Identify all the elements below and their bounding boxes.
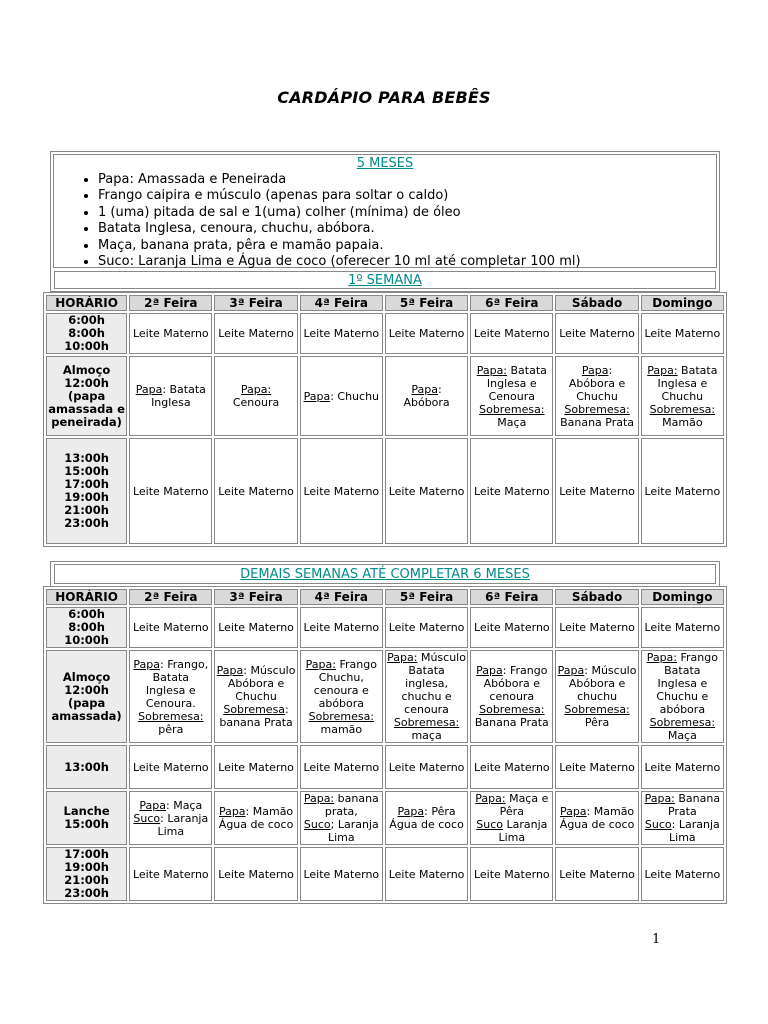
meal-label: Papa:	[644, 792, 675, 805]
meal-text: Leite Materno	[303, 621, 380, 634]
column-header-day: 5ª Feira	[385, 295, 468, 311]
meal-label: Sobremesa:	[138, 709, 204, 723]
meal-cell	[385, 791, 468, 845]
meal-label: Papa:	[646, 651, 677, 664]
time-line: 23:00h	[64, 516, 109, 530]
column-header-day: 2ª Feira	[129, 295, 212, 311]
meal-text: Leite Materno	[132, 327, 209, 340]
meal-cell	[129, 847, 212, 901]
time-line: (papa	[67, 695, 106, 710]
time-line: 10:00h	[64, 633, 109, 647]
meal-label: Papa:	[303, 792, 335, 805]
guideline-item: • Batata Inglesa, cenoura, chuchu, abóbora.	[98, 221, 716, 237]
time-cell	[46, 791, 127, 845]
meal-text: : Músculo Abóbora e Chuchu	[227, 664, 296, 703]
time-line: 17:00h	[64, 477, 109, 491]
meal-text: Maça	[497, 415, 527, 429]
meal-cell	[385, 607, 468, 648]
time-cell	[46, 356, 127, 436]
meal-cell	[214, 650, 297, 743]
meal-text: Banana Prata	[560, 415, 635, 429]
meal-cell	[129, 791, 212, 845]
meal-cell	[385, 847, 468, 901]
meal-cell	[300, 313, 383, 354]
meal-cell	[300, 745, 383, 789]
guideline-item: • Suco: Laranja Lima e Água de coco (oferecer 10 ml até completar 100 ml)	[98, 254, 716, 270]
meal-text: : Frango Abóbora e cenoura	[483, 664, 548, 703]
time-line: 13:00h	[64, 451, 109, 465]
column-header-day: 4ª Feira	[300, 295, 383, 311]
meal-text: Maça	[667, 729, 697, 742]
meal-text: Leite Materno	[473, 484, 550, 498]
meal-label: Papa	[476, 664, 503, 677]
meal-label: Suco	[476, 818, 503, 831]
week-label-bar: 1º SEMANA	[54, 271, 716, 289]
time-line: 8:00h	[68, 326, 105, 340]
table-row	[46, 847, 724, 901]
page-number: 1	[652, 932, 661, 947]
meal-cell	[385, 356, 468, 436]
meal-text: Leite Materno	[644, 484, 721, 498]
section-title-5-meses: 5 MESES	[356, 156, 414, 171]
time-line: peneirada)	[51, 414, 122, 429]
meal-text: Pêra	[584, 716, 610, 729]
meal-text: Leite Materno	[559, 760, 635, 774]
meal-label: Papa	[216, 664, 244, 677]
time-line: Almoço	[62, 669, 111, 684]
meal-text: : Mamão Água de coco	[559, 805, 635, 831]
meal-text: Maça e Pêra	[499, 792, 549, 818]
meal-label: Sobremesa	[223, 703, 286, 716]
meal-text: : Pêra Água de coco	[389, 805, 464, 831]
meal-cell	[641, 607, 724, 648]
column-header-day: 2ª Feira	[129, 589, 212, 605]
meal-cell	[129, 745, 212, 789]
column-header-horario: HORÁRIO	[46, 295, 127, 311]
meal-cell	[470, 356, 553, 436]
meal-text: banana Prata	[219, 716, 293, 729]
time-cell	[46, 438, 127, 544]
meal-text: Leite Materno	[303, 867, 380, 881]
column-header-day: Sábado	[555, 295, 638, 311]
meal-cell	[214, 313, 297, 354]
guidelines-list	[54, 172, 716, 270]
meal-cell	[470, 847, 553, 901]
guideline-item: • Frango caipira e músculo (apenas para soltar o caldo)	[98, 188, 716, 204]
meal-cell	[129, 438, 212, 544]
meal-text: Leite Materno	[218, 621, 294, 634]
meal-label: Papa	[559, 805, 587, 818]
meal-text: : Maça	[166, 798, 203, 812]
meal-label: Papa:	[305, 657, 336, 671]
guideline-item: • Papa: Amassada e Peneirada	[98, 172, 716, 188]
meal-cell	[129, 650, 212, 743]
meal-label: Papa	[139, 798, 166, 812]
table-row	[46, 313, 724, 354]
meal-cell	[555, 745, 638, 789]
meal-label: Papa	[397, 805, 425, 818]
meal-text: banana prata,	[324, 792, 379, 818]
table-row	[46, 438, 724, 544]
meal-cell	[300, 356, 383, 436]
meal-text: : Abóbora e Chuchu	[568, 363, 626, 403]
meal-label: Papa	[557, 664, 585, 677]
meal-cell	[641, 745, 724, 789]
meal-cell	[555, 607, 638, 648]
meal-text: Cenoura	[232, 396, 280, 409]
meal-label: Papa	[581, 363, 609, 377]
meal-text: Leite Materno	[644, 760, 721, 774]
meal-text: Batata Inglesa e Cenoura	[486, 363, 547, 403]
meal-text: Músculo Batata inglesa, chuchu e cenoura	[401, 651, 466, 716]
time-line: 21:00h	[64, 873, 109, 887]
meal-text: ; Laranja Lima	[327, 818, 379, 844]
meal-label: Papa	[135, 383, 163, 396]
meal-text: : Batata Inglesa	[151, 383, 206, 409]
time-line: 12:00h	[64, 682, 109, 697]
time-cell	[46, 847, 127, 901]
meal-text: Banana Prata	[474, 716, 549, 729]
meal-label: Sobremesa:	[479, 402, 545, 416]
meal-cell	[214, 438, 297, 544]
meal-cell	[214, 745, 297, 789]
meal-cell	[470, 313, 553, 354]
time-line: 10:00h	[64, 339, 109, 353]
meal-cell	[470, 438, 553, 544]
meal-label: Sobremesa:	[393, 716, 460, 729]
meal-cell	[129, 607, 212, 648]
meal-text: : Laranja Lima	[669, 818, 720, 844]
time-line: (papa	[67, 388, 106, 403]
meal-cell	[641, 791, 724, 845]
meal-text: Leite Materno	[303, 484, 380, 498]
meal-text: Leite Materno	[473, 621, 550, 634]
time-cell	[46, 607, 127, 648]
meal-cell	[555, 313, 638, 354]
meal-text: Leite Materno	[473, 867, 550, 881]
meal-label: Sobremesa:	[564, 703, 630, 716]
meal-cell	[214, 607, 297, 648]
meal-text: Leite Materno	[132, 484, 209, 498]
meal-label: Papa:	[240, 383, 272, 396]
meal-cell	[385, 745, 468, 789]
meal-cell	[385, 313, 468, 354]
meal-text: Leite Materno	[218, 484, 294, 498]
meal-label: Papa	[303, 389, 331, 403]
time-line: 17:00h	[64, 847, 109, 861]
meal-text: Leite Materno	[559, 327, 635, 340]
time-line: 21:00h	[64, 503, 109, 517]
meal-cell	[641, 313, 724, 354]
time-line: Almoço	[62, 362, 111, 377]
meal-text: Frango Chuchu, cenoura e abóbora	[313, 657, 377, 710]
meal-text: Leite Materno	[559, 621, 635, 634]
meal-text: Leite Materno	[388, 621, 465, 634]
menu-table-later-weeks	[43, 586, 727, 904]
time-cell	[46, 650, 127, 743]
meal-label: Papa:	[387, 651, 418, 664]
time-line: 23:00h	[64, 886, 109, 900]
meal-cell	[300, 650, 383, 743]
table-row	[46, 650, 724, 743]
column-header-day: 6ª Feira	[470, 295, 553, 311]
time-cell	[46, 745, 127, 789]
column-header-day: Domingo	[641, 295, 724, 311]
meal-cell	[641, 438, 724, 544]
info-box-5-meses	[50, 151, 720, 292]
meal-text: Leite Materno	[388, 484, 465, 498]
time-line: 19:00h	[64, 860, 109, 874]
meal-text: Leite Materno	[388, 760, 465, 774]
section-title-demais-semanas: DEMAIS SEMANAS ATÉ COMPLETAR 6 MESES	[54, 564, 716, 584]
meal-text: Banana Prata	[667, 792, 721, 818]
meal-text: Leite Materno	[473, 760, 550, 774]
column-header-day: Sábado	[555, 589, 638, 605]
meal-label: Sobremesa:	[308, 709, 375, 723]
meal-text: Leite Materno	[132, 621, 209, 634]
time-line: 19:00h	[64, 490, 109, 504]
meal-text: : Abóbora	[403, 383, 450, 409]
meal-text: Batata Inglesa e Chuchu	[657, 363, 718, 403]
meal-cell	[214, 847, 297, 901]
meal-label: Papa	[218, 805, 246, 818]
info-box-demais-semanas	[50, 561, 720, 587]
meal-cell	[129, 313, 212, 354]
table-row	[46, 791, 724, 845]
meal-label: Sobremesa:	[479, 703, 545, 716]
meal-cell	[555, 356, 638, 436]
meal-text: :	[285, 703, 289, 716]
page-title: CARDÁPIO PARA BEBÊS	[277, 88, 491, 107]
meal-text: Leite Materno	[218, 760, 294, 774]
column-header-day: 3ª Feira	[214, 295, 297, 311]
meal-text: Leite Materno	[388, 867, 465, 881]
meal-text: Leite Materno	[473, 327, 550, 340]
meal-cell	[300, 438, 383, 544]
table-header-row	[46, 589, 724, 605]
meal-text: pêra	[158, 722, 184, 736]
time-line: 6:00h	[68, 313, 105, 327]
time-line: 8:00h	[68, 620, 105, 634]
meal-text: Laranja Lima	[498, 818, 548, 844]
meal-text: Leite Materno	[132, 760, 209, 774]
meal-cell	[129, 356, 212, 436]
meal-cell	[470, 745, 553, 789]
table-header-row	[46, 295, 724, 311]
time-line: amassada e	[48, 401, 125, 416]
meal-text: maça	[411, 729, 442, 742]
time-line: 12:00h	[64, 375, 109, 390]
meal-text: Leite Materno	[218, 867, 294, 881]
meal-cell	[385, 650, 468, 743]
meal-cell	[641, 847, 724, 901]
meal-label: Papa:	[476, 363, 508, 377]
meal-cell	[470, 791, 553, 845]
meal-label: Sobremesa:	[649, 402, 716, 416]
meal-text: : Músculo Abóbora e chuchu	[568, 664, 637, 703]
meal-cell	[470, 650, 553, 743]
column-header-day: 4ª Feira	[300, 589, 383, 605]
meal-cell	[300, 847, 383, 901]
table-row	[46, 356, 724, 436]
meal-cell	[641, 650, 724, 743]
meal-cell	[641, 356, 724, 436]
time-cell	[46, 313, 127, 354]
column-header-day: Domingo	[641, 589, 724, 605]
meal-label: Suco	[303, 818, 331, 831]
meal-text: Leite Materno	[644, 621, 721, 634]
meal-cell	[300, 607, 383, 648]
meal-label: Papa:	[647, 363, 678, 377]
menu-table-week-1	[43, 292, 727, 547]
column-header-horario: HORÁRIO	[46, 589, 127, 605]
meal-text: : Chuchu	[330, 389, 380, 403]
time-line: 6:00h	[68, 607, 105, 621]
guideline-item: • 1 (uma) pitada de sal e 1(uma) colher (mínima) de óleo	[98, 205, 716, 221]
meal-text: Leite Materno	[388, 327, 465, 340]
meal-text: Leite Materno	[644, 867, 721, 881]
time-line: 15:00h	[64, 464, 109, 478]
meal-label: Suco	[644, 818, 672, 831]
meal-text: Mamão	[662, 415, 703, 429]
meal-cell	[300, 791, 383, 845]
meal-label: Sobremesa:	[649, 716, 716, 729]
table-row	[46, 745, 724, 789]
meal-text: Frango Batata Inglesa e Chuchu e abóbora	[656, 651, 718, 716]
time-line: 13:00h	[64, 759, 109, 774]
meal-label: Suco	[133, 811, 161, 825]
meal-cell	[555, 847, 638, 901]
meal-label: Sobremesa:	[564, 402, 630, 416]
time-line: amassada)	[51, 708, 122, 723]
meal-cell	[555, 791, 638, 845]
table-row	[46, 607, 724, 648]
meal-cell	[214, 791, 297, 845]
meal-text: Leite Materno	[559, 867, 635, 881]
meal-cell	[214, 356, 297, 436]
meal-text: Leite Materno	[303, 327, 380, 340]
meal-cell	[385, 438, 468, 544]
meal-text: mamão	[320, 722, 363, 736]
guideline-item: • Maça, banana prata, pêra e mamão papaia.	[98, 238, 716, 254]
column-header-day: 3ª Feira	[214, 589, 297, 605]
meal-text: Leite Materno	[218, 327, 294, 340]
meal-text: : Laranja Lima	[157, 811, 209, 838]
meal-cell	[470, 607, 553, 648]
meal-label: Papa:	[475, 792, 506, 805]
meal-cell	[555, 650, 638, 743]
time-line: 15:00h	[64, 817, 109, 831]
meal-cell	[555, 438, 638, 544]
column-header-day: 6ª Feira	[470, 589, 553, 605]
meal-text: Leite Materno	[559, 484, 635, 498]
meal-text: Leite Materno	[303, 760, 380, 774]
meal-text: Leite Materno	[132, 867, 209, 881]
column-header-day: 5ª Feira	[385, 589, 468, 605]
meal-text: : Frango, Batata Inglesa e Cenoura.	[145, 657, 209, 710]
meal-text: : Mamão Água de coco	[218, 805, 294, 831]
info-box-inner	[53, 154, 717, 268]
meal-label: Papa	[133, 657, 161, 671]
meal-text: Leite Materno	[644, 327, 721, 340]
meal-label: Papa	[411, 383, 438, 396]
time-line: Lanche	[63, 804, 110, 818]
